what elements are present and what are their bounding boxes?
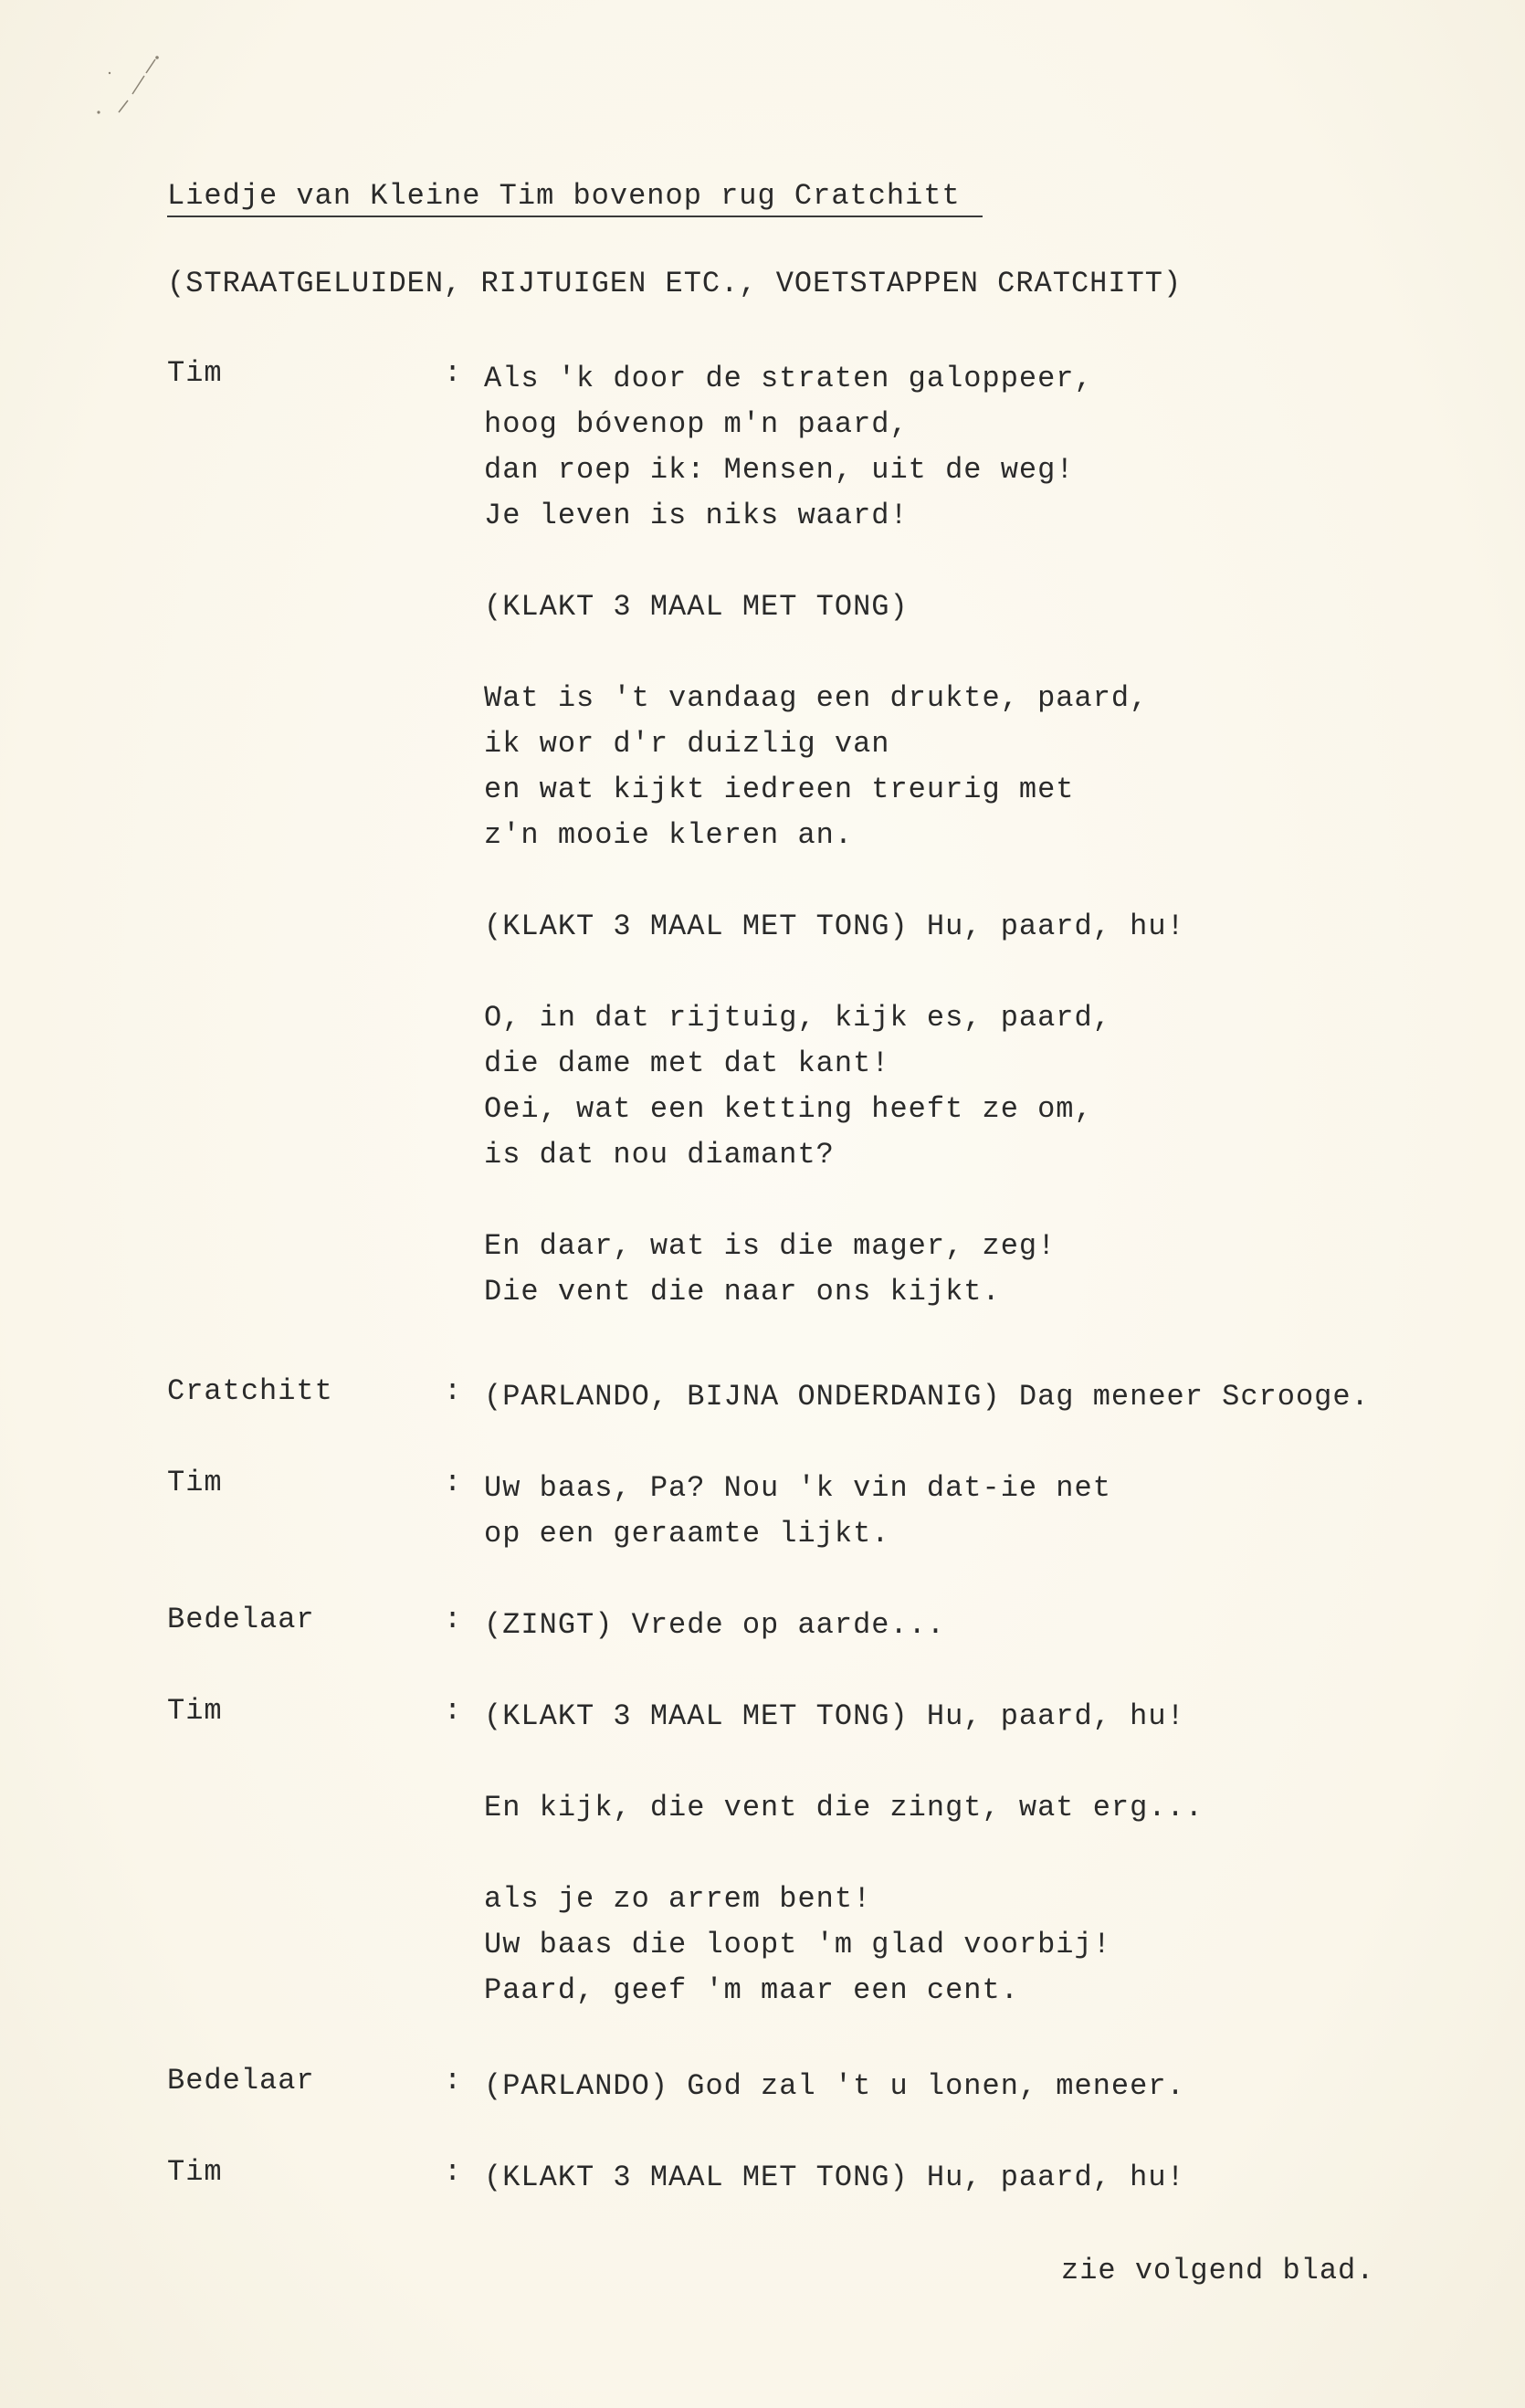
speaker-separator: : bbox=[444, 2064, 462, 2098]
continuation-note: zie volgend blad. bbox=[1061, 2254, 1375, 2287]
stage-direction-line: (KLAKT 3 MAAL MET TONG) bbox=[484, 590, 909, 624]
blank-line bbox=[484, 950, 1185, 995]
opening-stage-direction: (STRAATGELUIDEN, RIJTUIGEN ETC., VOETSTAPPEN CRATCHITT) bbox=[167, 267, 1183, 300]
speaker-name: Tim bbox=[167, 2155, 223, 2189]
dialogue-line: O, in dat rijtuig, kijk es, paard, bbox=[484, 1001, 1111, 1035]
dialogue-line: als je zo arrem bent! bbox=[484, 1882, 872, 1916]
speaker-separator: : bbox=[444, 1603, 462, 1636]
dialogue-line: (PARLANDO, BIJNA ONDERDANIG) Dag meneer Scrooge. bbox=[484, 1380, 1370, 1414]
blank-line bbox=[484, 1740, 1204, 1785]
dialogue-lines bbox=[484, 1374, 1370, 1420]
dialogue-line: Als 'k door de straten galoppeer, bbox=[484, 362, 1093, 395]
dialogue-line: die dame met dat kant! bbox=[484, 1046, 890, 1080]
stage-direction-line: (KLAKT 3 MAAL MET TONG) Hu, paard, hu! bbox=[484, 910, 1185, 943]
dialogue-line: z'n mooie kleren an. bbox=[484, 818, 854, 852]
dialogue-line: en wat kijkt iedreen treurig met bbox=[484, 773, 1075, 806]
stage-direction-line: (KLAKT 3 MAAL MET TONG) Hu, paard, hu! bbox=[484, 1699, 1185, 1733]
dialogue-line: Uw baas, Pa? Nou 'k vin dat-ie net bbox=[484, 1471, 1111, 1505]
blank-line bbox=[484, 630, 1185, 676]
speaker-name: Tim bbox=[167, 1694, 223, 1728]
speaker-separator: : bbox=[444, 2155, 462, 2189]
speaker-name: Bedelaar bbox=[167, 1603, 315, 1636]
dialogue-line: En daar, wat is die mager, zeg! bbox=[484, 1229, 1057, 1263]
dialogue-lines bbox=[484, 1603, 945, 1648]
dialogue-line: is dat nou diamant? bbox=[484, 1138, 835, 1172]
dialogue-line: (ZINGT) Vrede op aarde... bbox=[484, 1608, 946, 1642]
blank-line bbox=[484, 1831, 1204, 1877]
speaker-separator: : bbox=[444, 1694, 462, 1728]
blank-line bbox=[484, 539, 1185, 584]
dialogue-line: dan roep ik: Mensen, uit de weg! bbox=[484, 453, 1075, 487]
dialogue-line: Je leven is niks waard! bbox=[484, 499, 909, 532]
dialogue-line: op een geraamte lijkt. bbox=[484, 1517, 890, 1551]
dialogue-line: Paard, geef 'm maar een cent. bbox=[484, 1973, 1019, 2007]
speaker-name: Bedelaar bbox=[167, 2064, 315, 2098]
dialogue-line: hoog bóvenop m'n paard, bbox=[484, 407, 909, 441]
blank-line bbox=[484, 858, 1185, 904]
ink-speck-mark bbox=[91, 50, 174, 132]
dialogue-line: Oei, wat een ketting heeft ze om, bbox=[484, 1092, 1093, 1126]
speaker-name: Cratchitt bbox=[167, 1374, 333, 1408]
dialogue-lines bbox=[484, 2064, 1185, 2109]
blank-line bbox=[484, 1178, 1185, 1224]
dialogue-line: (PARLANDO) God zal 't u lonen, meneer. bbox=[484, 2069, 1185, 2103]
song-title: Liedje van Kleine Tim bovenop rug Cratchitt bbox=[167, 179, 961, 213]
dialogue-lines bbox=[484, 1694, 1204, 2014]
speaker-separator: : bbox=[444, 1466, 462, 1499]
dialogue-line: Die vent die naar ons kijkt. bbox=[484, 1275, 1001, 1309]
dialogue-lines bbox=[484, 2155, 1185, 2201]
speaker-name: Tim bbox=[167, 1466, 223, 1499]
dialogue-line: ik wor d'r duizlig van bbox=[484, 727, 890, 761]
speaker-separator: : bbox=[444, 356, 462, 390]
title-underline bbox=[167, 216, 983, 217]
dialogue-lines bbox=[484, 1466, 1111, 1557]
dialogue-line: En kijk, die vent die zingt, wat erg... bbox=[484, 1791, 1204, 1824]
stage-direction-line: (KLAKT 3 MAAL MET TONG) Hu, paard, hu! bbox=[484, 2161, 1185, 2194]
speaker-separator: : bbox=[444, 1374, 462, 1408]
dialogue-line: Uw baas die loopt 'm glad voorbij! bbox=[484, 1928, 1111, 1961]
dialogue-lines bbox=[484, 356, 1185, 1315]
dialogue-line: Wat is 't vandaag een drukte, paard, bbox=[484, 681, 1149, 715]
speaker-name: Tim bbox=[167, 356, 223, 390]
